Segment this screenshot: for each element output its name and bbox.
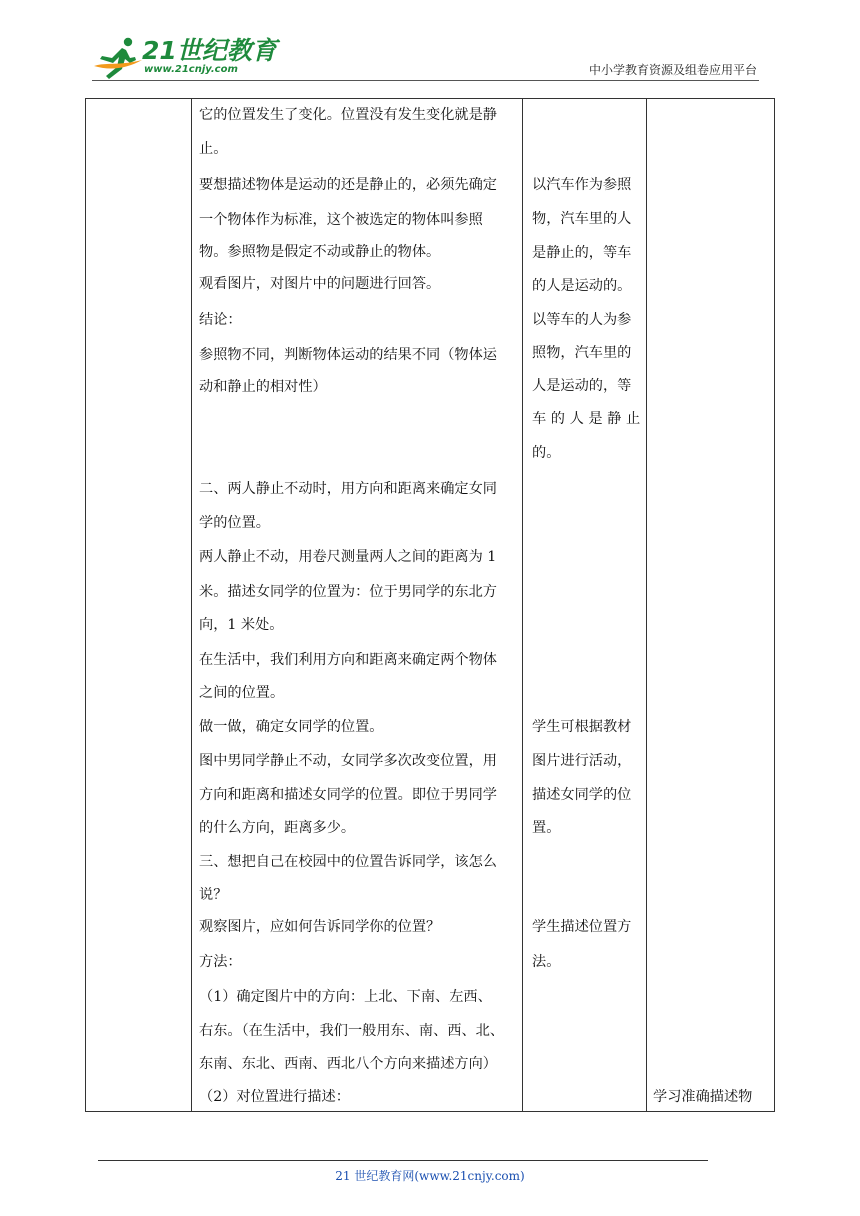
content-line: （2）对位置进行描述：	[199, 1089, 350, 1105]
activity-line: 以汽车作为参照	[532, 177, 632, 193]
activity-line: 学生可根据教材	[532, 719, 632, 735]
activity-line: 的人是运动的。	[532, 278, 632, 294]
intent-line: 学习准确描述物	[653, 1089, 753, 1105]
lesson-table	[85, 98, 775, 1112]
logo-url: www.21cnjy.com	[144, 64, 238, 75]
logo-text: 21世纪教育	[142, 36, 277, 65]
activity-line: 置。	[532, 820, 561, 836]
header-divider	[92, 80, 759, 81]
content-line: 止。	[199, 141, 228, 157]
content-line: 在生活中，我们利用方向和距离来确定两个物体	[199, 652, 497, 668]
content-line: 观看图片，对图片中的问题进行回答。	[199, 276, 441, 292]
content-line: 东南、东北、西南、西北八个方向来描述方向）	[199, 1056, 497, 1072]
platform-title: 中小学教育资源及组卷应用平台	[588, 63, 757, 77]
content-line: 的什么方向，距离多少。	[199, 820, 356, 836]
content-line: 参照物不同，判断物体运动的结果不同（物体运	[199, 347, 497, 363]
activity-line: 照物，汽车里的	[532, 345, 632, 361]
footer-divider	[98, 1160, 708, 1161]
logo	[92, 36, 277, 80]
content-line: 要想描述物体是运动的还是静止的，必须先确定	[199, 177, 497, 193]
content-line: 两人静止不动，用卷尺测量两人之间的距离为 1	[199, 549, 497, 565]
runner-logo-icon	[92, 36, 144, 80]
content-line: 右东。（在生活中，我们一般用东、南、西、北、	[199, 1023, 505, 1039]
activity-line: 描述女同学的位	[532, 787, 632, 803]
activity-line: 人是运动的，等	[532, 378, 632, 394]
content-line: 一个物体作为标准，这个被选定的物体叫参照	[199, 212, 483, 228]
content-line: 之间的位置。	[199, 685, 285, 701]
content-line: 方法：	[199, 954, 242, 970]
content-line: 观察图片，应如何告诉同学你的位置？	[199, 919, 441, 935]
content-line: （1）确定图片中的方向：上北、下南、左西、	[199, 989, 492, 1005]
content-line: 二、两人静止不动时，用方向和距离来确定女同	[199, 481, 497, 497]
activity-line: 图片进行活动，	[532, 753, 632, 769]
table-column-student-activity	[523, 99, 647, 1111]
activity-line: 车的人是静止	[532, 411, 645, 427]
content-line: 米。描述女同学的位置为：位于男同学的东北方	[199, 584, 497, 600]
content-line: 图中男同学静止不动，女同学多次改变位置，用	[199, 753, 497, 769]
content-line: 说？	[199, 887, 228, 903]
content-line: 它的位置发生了变化。位置没有发生变化就是静	[199, 107, 497, 123]
page-header	[0, 0, 860, 90]
content-line: 向，1 米处。	[199, 617, 284, 633]
activity-line: 物，汽车里的人	[532, 211, 632, 227]
table-column-design-intent	[647, 99, 774, 1111]
content-line: 做一做，确定女同学的位置。	[199, 719, 384, 735]
content-line: 方向和距离和描述女同学的位置。即位于男同学	[199, 787, 497, 803]
footer-link[interactable]: 21 世纪教育网(www.21cnjy.com)	[335, 1169, 525, 1183]
table-column-teaching-content	[192, 99, 523, 1111]
activity-line: 学生描述位置方	[532, 919, 632, 935]
content-line: 三、想把自己在校园中的位置告诉同学，该怎么	[199, 854, 497, 870]
activity-line: 法。	[532, 954, 561, 970]
content-line: 学的位置。	[199, 515, 270, 531]
table-column-1	[86, 99, 192, 1111]
activity-line: 是静止的，等车	[532, 245, 632, 261]
activity-line: 的。	[532, 445, 561, 461]
content-line: 动和静止的相对性）	[199, 379, 327, 395]
content-line: 物。参照物是假定不动或静止的物体。	[199, 244, 441, 260]
content-line: 结论：	[199, 312, 242, 328]
activity-line: 以等车的人为参	[532, 312, 632, 328]
